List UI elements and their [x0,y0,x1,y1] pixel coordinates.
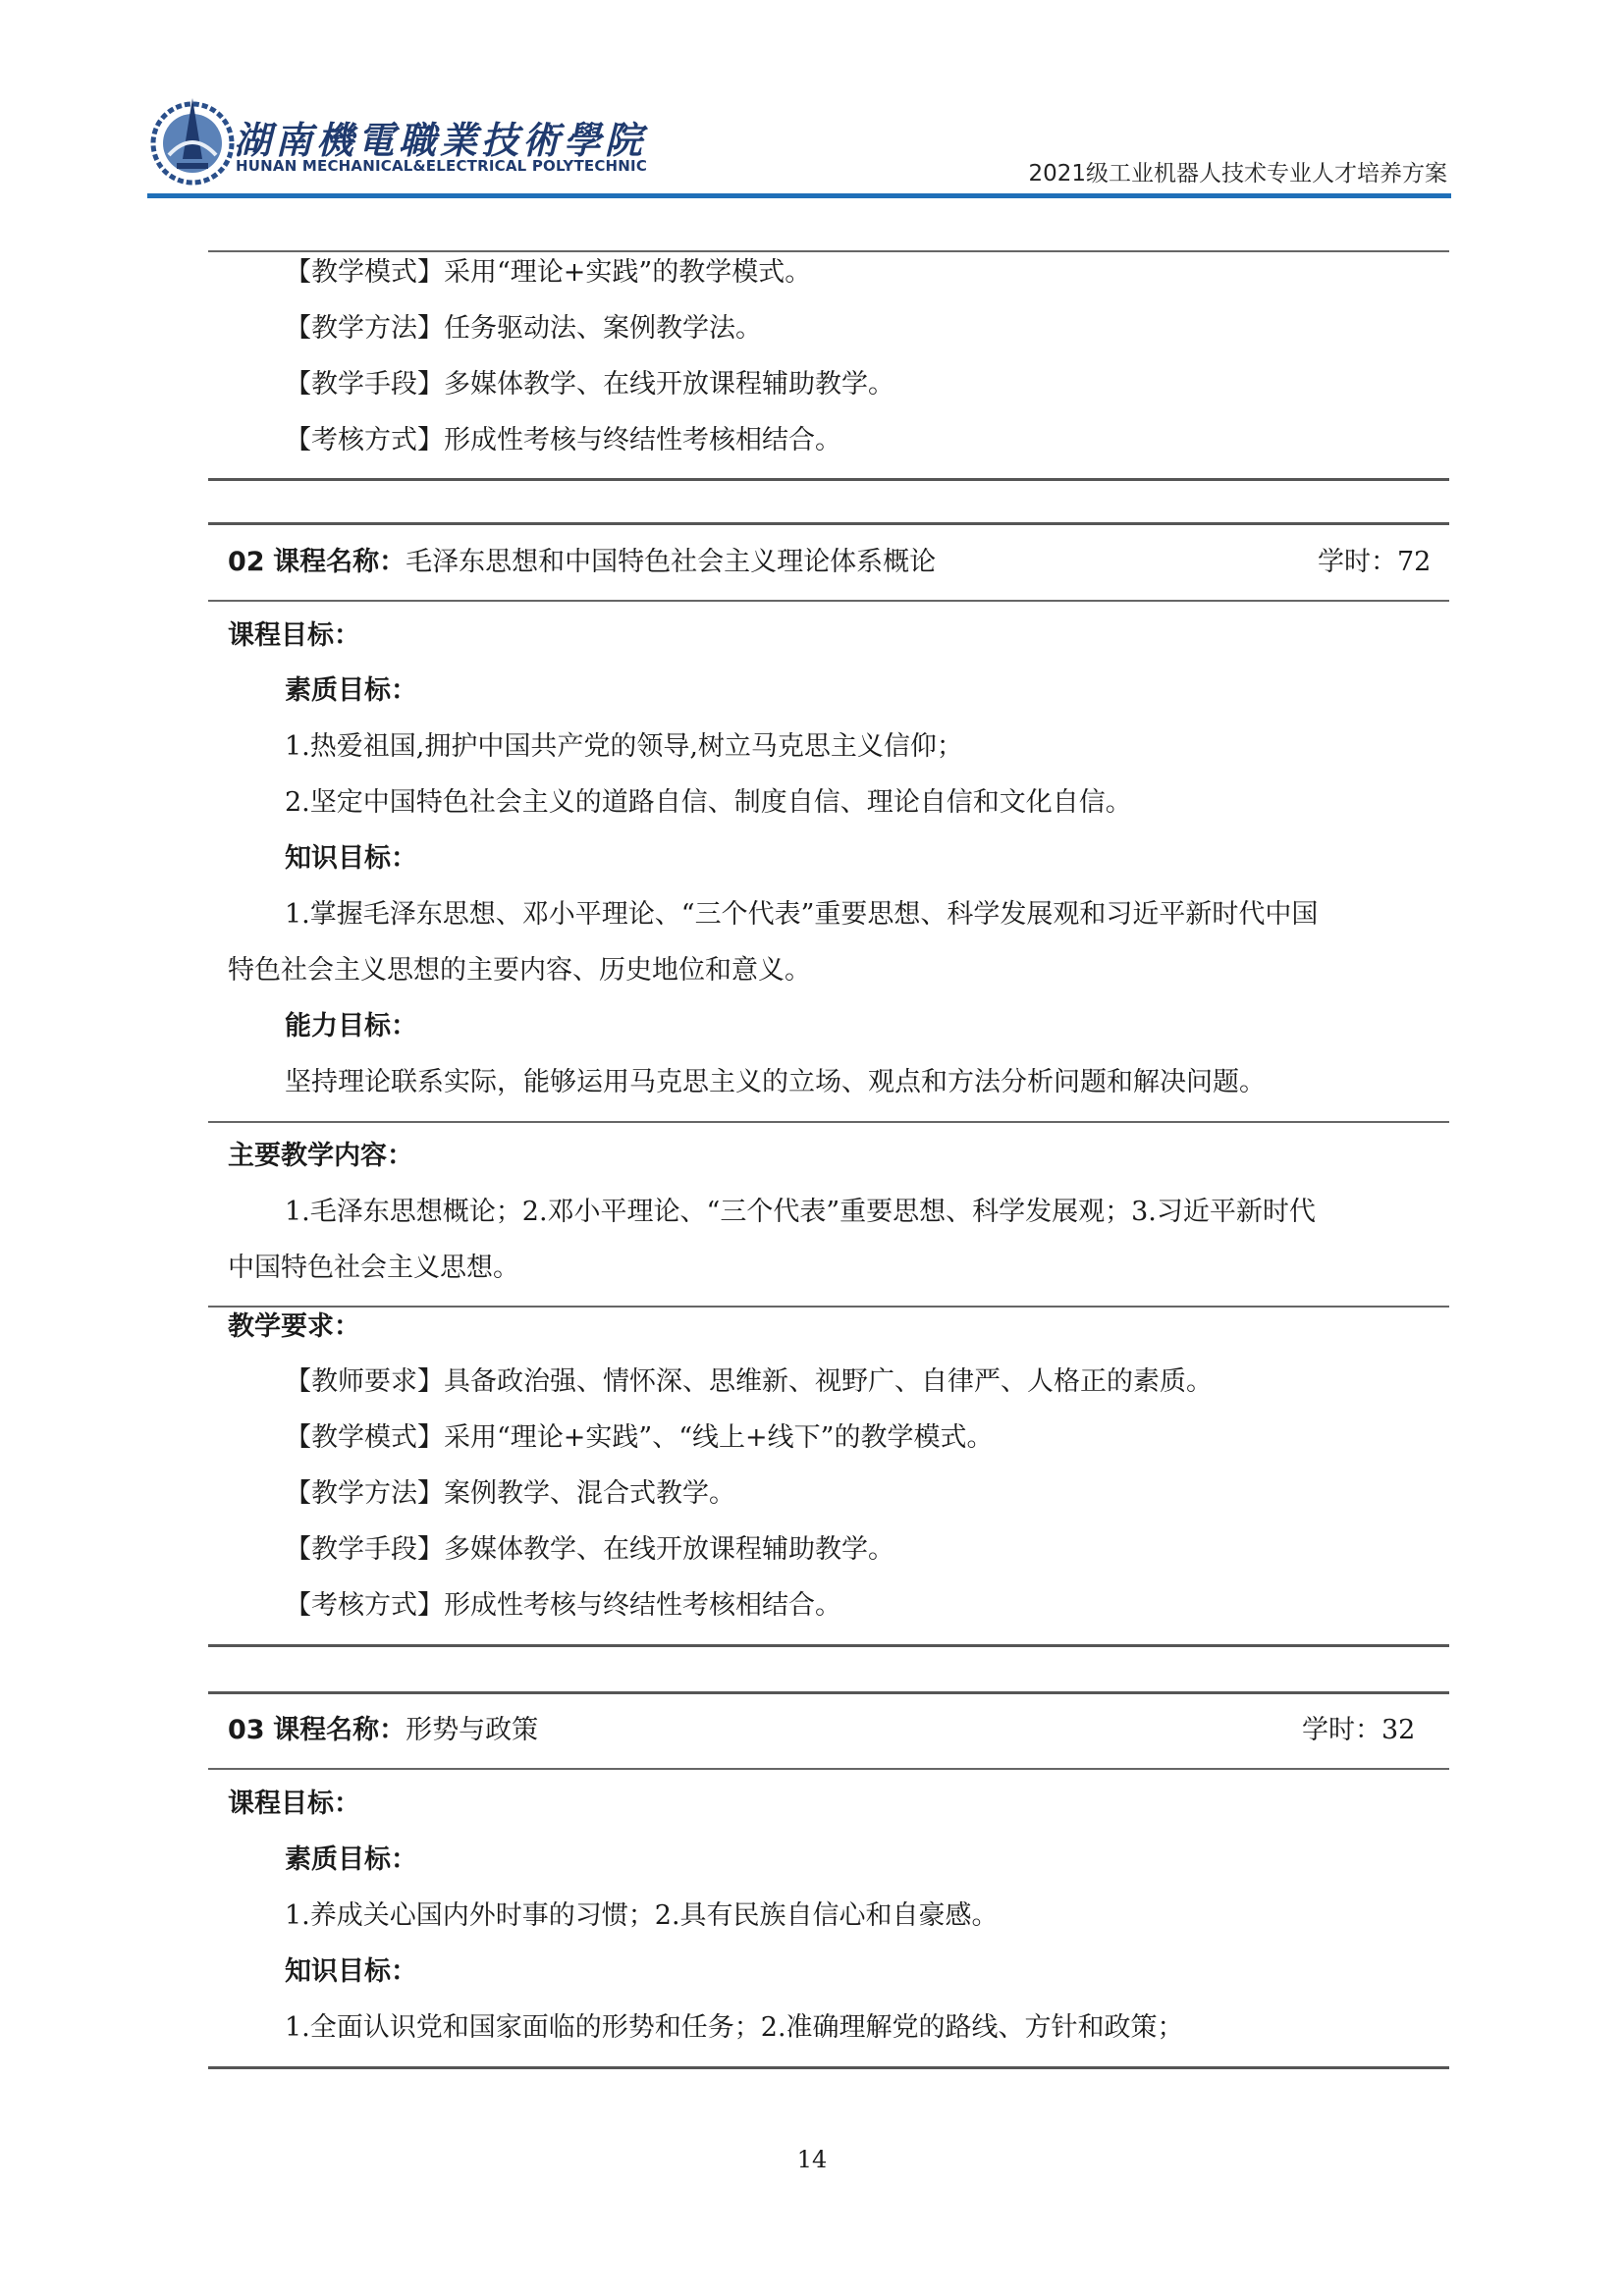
course-number: 02 [228,547,265,577]
req-teaching-means: 【教学手段】多媒体教学、在线开放课程辅助教学。 [285,1534,894,1565]
college-logo-english: HUNAN MECHANICAL&ELECTRICAL POLYTECHNIC [236,157,648,175]
quality-goal-2: 2.坚定中国特色社会主义的道路自信、制度自信、理论自信和文化自信。 [285,787,1132,818]
college-emblem-icon [147,90,238,188]
main-content-1a: 1.毛泽东思想概论；2.邓小平理论、“三个代表”重要思想、科学发展观；3.习近平新时代 [285,1197,1316,1227]
section-divider [208,250,1449,252]
course-02-title [228,545,936,580]
course-number: 03 [228,1715,265,1745]
quality-goal-1: 1.热爱祖国,拥护中国共产党的领导,树立马克思主义信仰； [285,731,963,762]
section-end-rule [208,1644,1449,1647]
prev-teaching-method: 【教学方法】任务驱动法、案例教学法。 [285,313,762,344]
req-assessment: 【考核方式】形成性考核与终结性考核相结合。 [285,1590,841,1621]
ability-goal-1: 坚持理论联系实际，能够运用马克思主义的立场、观点和方法分析问题和解决问题。 [285,1067,1266,1097]
document-title: 2021级工业机器人技术专业人才培养方案 [1028,161,1447,187]
course-name: 毛泽东思想和中国特色社会主义理论体系概论 [406,547,937,577]
req-teacher: 【教师要求】具备政治强、情怀深、思维新、视野广、自律严、人格正的素质。 [285,1366,1213,1397]
course-title-rule [208,600,1449,602]
quality-goal-1: 1.养成关心国内外时事的习惯；2.具有民族自信心和自豪感。 [285,1900,999,1931]
course-title-rule [208,1768,1449,1770]
course-03-hours: 学时：32 [1302,1715,1416,1745]
req-teaching-method: 【教学方法】案例教学、混合式教学。 [285,1478,735,1509]
page-number: 14 [796,2146,828,2173]
quality-goals-heading: 素质目标： [285,675,417,706]
knowledge-goals-heading: 知识目标： [285,843,417,874]
prev-assessment: 【考核方式】形成性考核与终结性考核相结合。 [285,425,841,455]
section-end-rule [208,2066,1449,2069]
college-logo-chinese: 湖南機電職業技術學院 [234,118,647,162]
knowledge-goal-1: 1.全面认识党和国家面临的形势和任务；2.准确理解党的路线、方针和政策； [285,2012,1184,2043]
ability-goals-heading: 能力目标： [285,1011,417,1041]
subsection-rule [208,1121,1449,1123]
quality-goals-heading: 素质目标： [285,1844,417,1875]
course-start-rule [208,522,1449,525]
course-name-label: 课程名称： [273,547,406,577]
course-name: 形势与政策 [406,1715,539,1745]
course-03-title [228,1713,538,1748]
page-header [0,0,1624,226]
header-rule [147,193,1451,198]
section-end-rule [208,478,1449,481]
course-02-hours: 学时：72 [1318,547,1432,577]
req-teaching-mode: 【教学模式】采用“理论+实践”、“线上+线下”的教学模式。 [285,1422,994,1453]
course-goals-heading: 课程目标： [228,1789,360,1819]
course-start-rule [208,1691,1449,1694]
course-name-label: 课程名称： [273,1715,406,1745]
main-content-heading: 主要教学内容： [228,1141,413,1171]
knowledge-goal-1b: 特色社会主义思想的主要内容、历史地位和意义。 [228,955,811,986]
subsection-rule [208,1306,1449,1308]
knowledge-goal-1a: 1.掌握毛泽东思想、邓小平理论、“三个代表”重要思想、科学发展观和习近平新时代中国 [285,899,1319,930]
prev-teaching-means: 【教学手段】多媒体教学、在线开放课程辅助教学。 [285,369,894,400]
main-content-1b: 中国特色社会主义思想。 [228,1253,519,1283]
knowledge-goals-heading: 知识目标： [285,1956,417,1987]
prev-teaching-mode: 【教学模式】采用“理论+实践”的教学模式。 [285,257,812,288]
course-goals-heading: 课程目标： [228,620,360,651]
teaching-requirements-heading: 教学要求： [228,1311,360,1342]
